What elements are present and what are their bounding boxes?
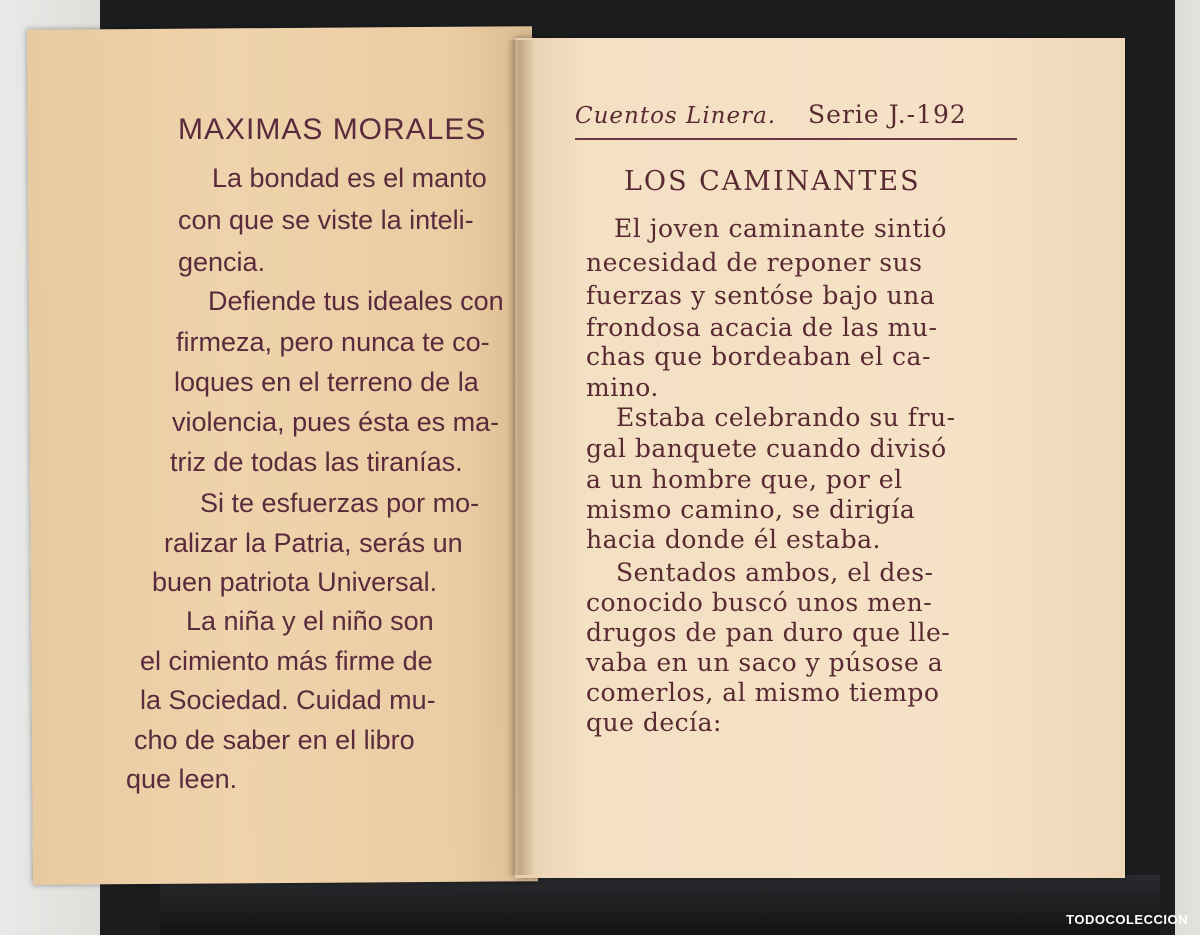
left-line: el cimiento más firme de: [140, 646, 433, 676]
left-line: la Sociedad. Cuidad mu-: [140, 685, 436, 715]
right-line: drugos de pan duro que lle-: [586, 618, 951, 647]
left-page-heading: MAXIMAS MORALES: [178, 113, 487, 146]
right-line: comerlos, al mismo tiempo: [586, 678, 940, 707]
right-line: vaba en un saco y púsose a: [586, 648, 944, 677]
left-line: ralizar la Patria, serás un: [164, 528, 463, 558]
right-line: Estaba celebrando su fru-: [616, 403, 956, 432]
right-line: chas que bordeaban el ca-: [586, 342, 931, 371]
left-line: triz de todas las tiranías.: [170, 447, 463, 477]
left-line: La bondad es el manto: [212, 163, 487, 193]
right-line: mino.: [586, 373, 659, 402]
right-line: El joven caminante sintió: [614, 214, 947, 243]
right-line: necesidad de reponer sus: [586, 248, 923, 277]
series-number: Serie J.-192: [808, 100, 967, 129]
right-line: que decía:: [586, 708, 722, 737]
series-collection: Cuentos Linera.: [575, 103, 777, 129]
left-line: gencia.: [178, 247, 266, 277]
left-line: La niña y el niño son: [186, 606, 434, 636]
story-title: LOS CAMINANTES: [624, 166, 921, 197]
left-line: firmeza, pero nunca te co-: [176, 327, 490, 357]
left-line: que leen.: [126, 764, 238, 794]
series-header: [575, 102, 967, 128]
left-line: Si te esfuerzas por mo-: [200, 488, 480, 518]
left-line: buen patriota Universal.: [152, 567, 438, 597]
left-line: Defiende tus ideales con: [208, 286, 504, 316]
right-line: gal banquete cuando divisó: [586, 434, 947, 463]
right-line: Sentados ambos, el des-: [616, 558, 934, 587]
left-line: violencia, pues ésta es ma-: [172, 407, 500, 437]
watermark: TODOCOLECCION: [1066, 912, 1188, 927]
right-line: frondosa acacia de las mu-: [586, 313, 938, 342]
right-line: hacia donde él estaba.: [586, 525, 881, 554]
stand-base: [160, 875, 1160, 935]
right-line: a un hombre que, por el: [586, 465, 903, 494]
left-line: loques en el terreno de la: [174, 367, 479, 397]
header-rule: [575, 138, 1017, 140]
book-gutter: [505, 40, 535, 875]
left-line: con que se viste la inteli-: [178, 205, 474, 235]
right-line: mismo camino, se dirigía: [586, 495, 916, 524]
left-line: cho de saber en el libro: [134, 725, 415, 755]
right-line: fuerzas y sentóse bajo una: [586, 281, 936, 310]
right-line: conocido buscó unos men-: [586, 588, 933, 617]
